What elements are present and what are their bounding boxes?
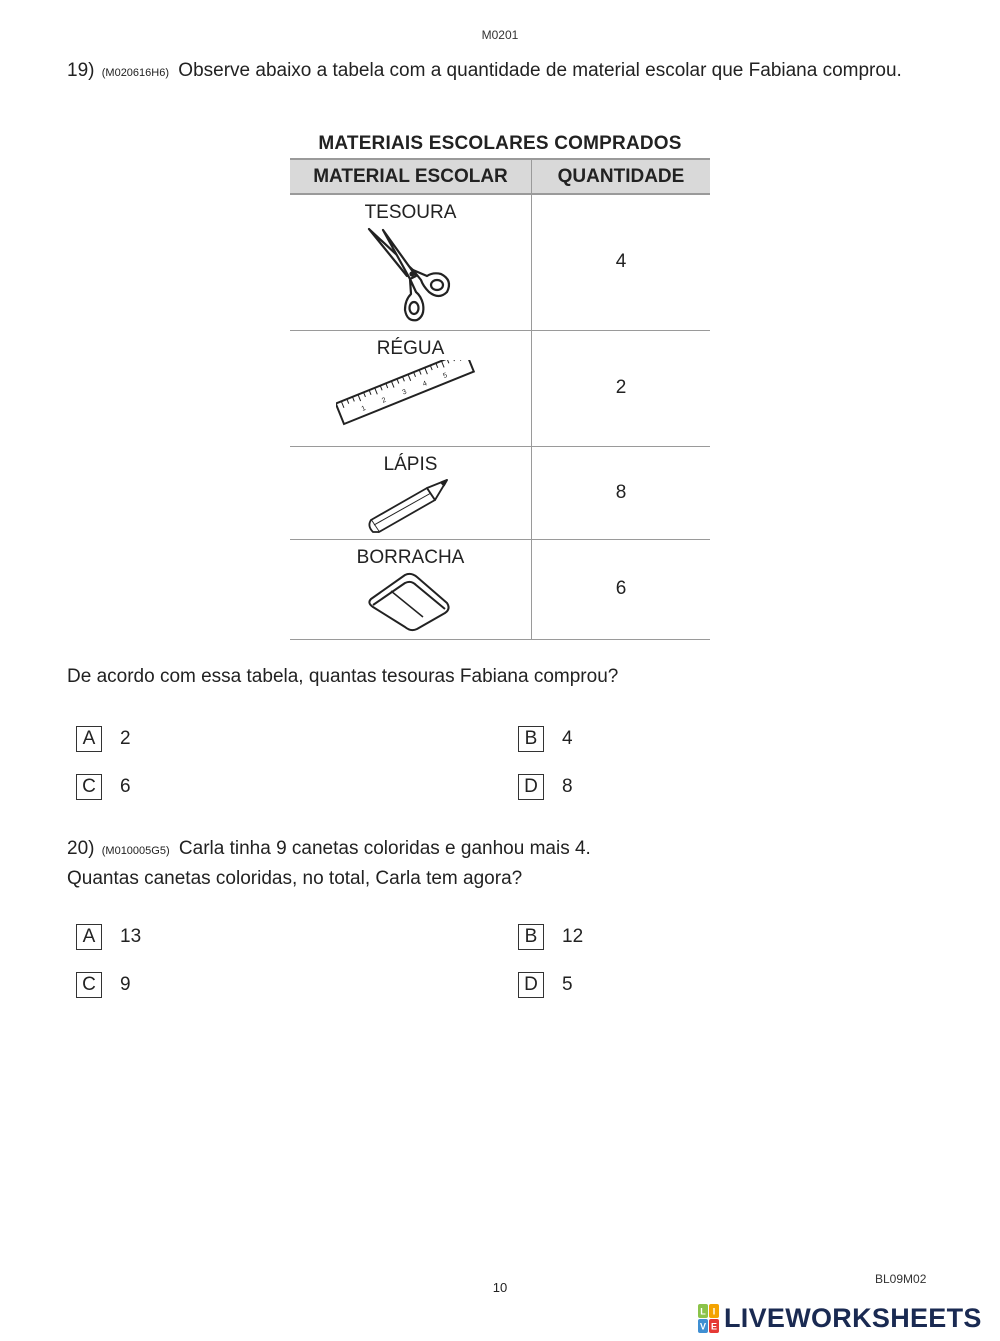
question-20-statement <box>67 835 933 892</box>
column-header-material: MATERIAL ESCOLAR <box>290 159 532 194</box>
material-label: BORRACHA <box>356 546 465 568</box>
question-code: (M020616H6) <box>101 67 170 79</box>
table-header-row <box>290 159 710 194</box>
question-text: Observe abaixo a tabela com a quantidade de material escolar que Fabiana comprou. <box>178 60 902 81</box>
ruler-number: 5 <box>441 371 448 380</box>
question-19-statement <box>67 57 933 87</box>
question-text: Quantas canetas coloridas, no total, Carla tem agora? <box>67 868 523 889</box>
header-code: M0201 <box>481 28 519 42</box>
option-letter-box: D <box>518 972 544 998</box>
quantity-cell: 6 <box>532 539 711 639</box>
option-letter-box: B <box>518 726 544 752</box>
liveworksheets-logo-icon <box>698 1304 720 1334</box>
ruler-number: 2 <box>380 396 387 405</box>
answer-option-c[interactable] <box>76 972 131 998</box>
pencil-icon <box>361 476 461 536</box>
material-cell <box>290 194 532 330</box>
ruler-number: 1 <box>360 404 367 413</box>
question-text: Carla tinha 9 canetas coloridas e ganhou mais 4. <box>178 838 591 859</box>
material-cell <box>290 539 532 639</box>
option-letter-box: A <box>76 726 102 752</box>
ruler-number: 4 <box>421 379 428 388</box>
option-value: 6 <box>120 776 131 797</box>
logo-letter: L <box>700 1306 706 1316</box>
option-letter-box: C <box>76 774 102 800</box>
column-header-quantity: QUANTIDADE <box>532 159 711 194</box>
option-letter-box: A <box>76 924 102 950</box>
table-row <box>290 330 710 446</box>
answer-option-a[interactable] <box>76 726 131 752</box>
option-value: 5 <box>562 974 573 995</box>
material-cell <box>290 330 532 446</box>
logo-letter: I <box>712 1306 716 1316</box>
option-letter-box: C <box>76 972 102 998</box>
table-row <box>290 446 710 539</box>
quantity-cell: 8 <box>532 446 711 539</box>
material-label: LÁPIS <box>383 453 438 475</box>
eraser-icon <box>361 569 461 633</box>
answer-option-a[interactable] <box>76 924 141 950</box>
table-row <box>290 194 710 330</box>
question-19-prompt: De acordo com essa tabela, quantas tesouras Fabiana comprou? <box>67 666 619 687</box>
option-value: 13 <box>120 926 142 947</box>
option-value: 12 <box>562 926 584 947</box>
answer-option-d[interactable] <box>518 972 573 998</box>
quantity-cell: 2 <box>532 330 711 446</box>
logo-letter: E <box>710 1321 718 1331</box>
option-value: 9 <box>120 974 131 995</box>
option-value: 8 <box>562 776 573 797</box>
brand-name: LIVEWORKSHEETS <box>724 1303 982 1333</box>
answer-option-b[interactable] <box>518 924 583 950</box>
question-number: 20) <box>67 838 95 859</box>
material-label: TESOURA <box>364 202 457 223</box>
option-value: 4 <box>562 728 573 749</box>
table-row <box>290 539 710 639</box>
material-label: RÉGUA <box>376 337 445 359</box>
answer-option-c[interactable] <box>76 774 131 800</box>
answer-option-d[interactable] <box>518 774 573 800</box>
option-letter-box: B <box>518 924 544 950</box>
answer-option-b[interactable] <box>518 726 573 752</box>
question-number: 19) <box>67 60 95 81</box>
ruler-number: 3 <box>400 388 408 396</box>
option-letter-box: D <box>518 774 544 800</box>
footer-code: BL09M02 <box>875 1272 927 1286</box>
quantity-cell: 4 <box>532 194 711 330</box>
question-code: (M010005G5) <box>101 845 170 857</box>
liveworksheets-logo[interactable] <box>698 1303 982 1334</box>
material-cell <box>290 446 532 539</box>
page-number: 10 <box>492 1280 508 1295</box>
logo-letter: V <box>699 1321 707 1331</box>
table-title: MATERIAIS ESCOLARES COMPRADOS <box>318 133 682 154</box>
materials-table <box>290 158 710 640</box>
scissors-icon <box>361 224 461 324</box>
option-value: 2 <box>120 728 131 749</box>
ruler-icon <box>336 360 486 440</box>
